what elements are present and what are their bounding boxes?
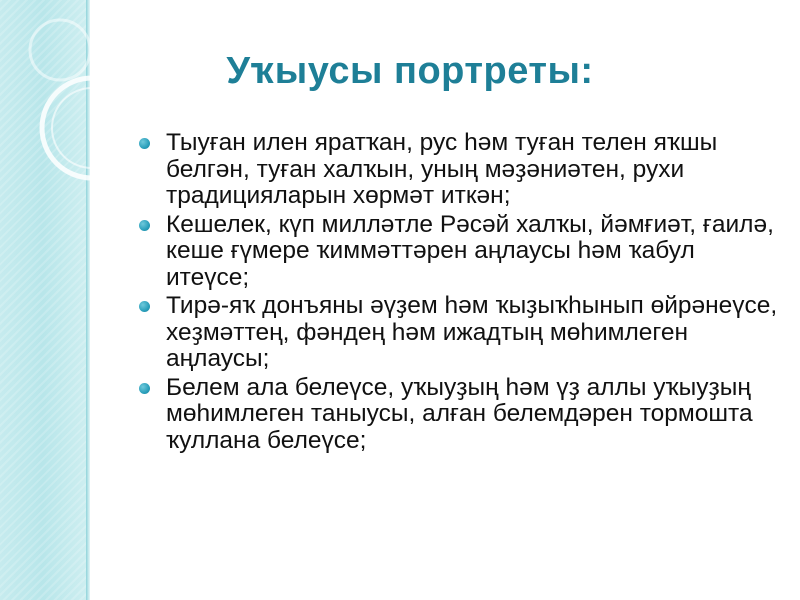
- bullet-circle-icon: [139, 220, 150, 231]
- bullet-item: [128, 212, 778, 292]
- bullet-text: Кешелек, күп милләтле Рәсәй халҡы, йәмғиәт, ғаилә, кеше ғүмере ҡиммәттәрен аңлаусы һәм ҡабул итеүсе;: [166, 210, 774, 291]
- bullet-list: [128, 130, 778, 456]
- slide-title: Уҡыусы портреты:: [226, 50, 594, 92]
- bullet-text: Тирә-яҡ донъяны әүҙем һәм ҡыҙыҡһынып өйрәнеүсе, хеҙмәттең, фәндең һәм ижадтың мөһимлеген аңлаусы;: [166, 292, 778, 372]
- bullet-circle-icon: [139, 138, 150, 149]
- bullet-item: [128, 375, 778, 455]
- bullet-item: [128, 130, 778, 210]
- decorative-side-line: [86, 0, 90, 600]
- bullet-text: Тыуған илен яратҡан, рус һәм туған телен яҡшы белгән, туған халҡын, уның мәҙәниәтен, рухи традицияларын хөрмәт иткән;: [166, 129, 718, 209]
- bullet-text: Белем ала белеүсе, уҡыуҙың һәм үҙ аллы уҡыуҙың мөһимлеген таныусы, алған белемдәрен тормошта ҡуллана белеүсе;: [166, 373, 753, 454]
- decorative-side-band: [0, 0, 86, 600]
- bullet-circle-icon: [139, 301, 150, 312]
- bullet-item: [128, 293, 778, 373]
- bullet-circle-icon: [139, 383, 150, 394]
